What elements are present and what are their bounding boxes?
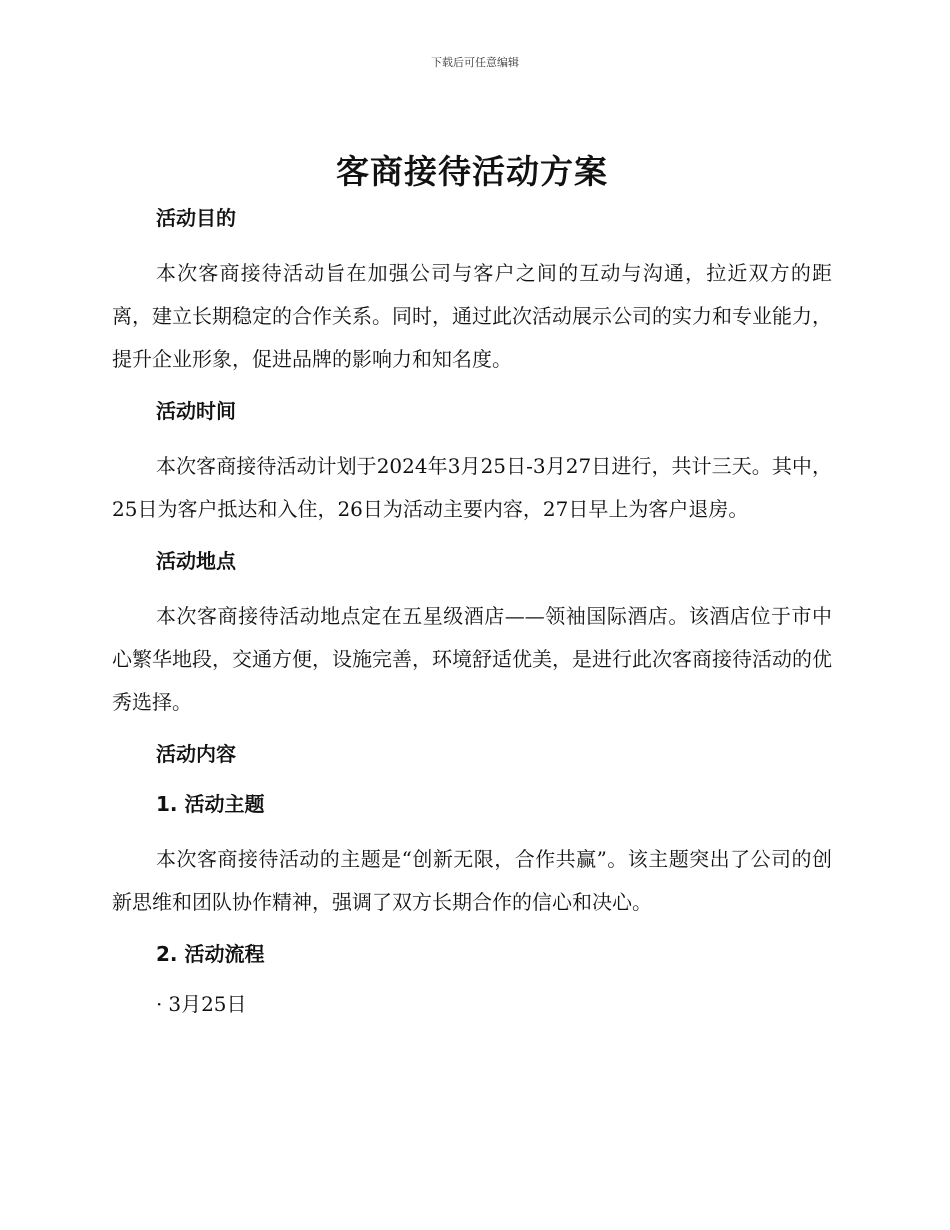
section-heading-purpose: 活动目的	[156, 206, 236, 230]
document-body	[112, 148, 832, 1020]
section-text-purpose: 本次客商接待活动旨在加强公司与客户之间的互动与沟通，拉近双方的距离，建立长期稳定的合作关系。同时，通过此次活动展示公司的实力和专业能力，提升企业形象，促进品牌的影响力和知名度。	[112, 261, 832, 371]
page-header-note: 下载后可任意编辑	[431, 56, 519, 69]
document-title: 客商接待活动方案	[336, 152, 608, 191]
section-heading-content: 活动内容	[156, 742, 236, 766]
bullet-icon: ·	[156, 992, 163, 1016]
section-heading-time: 活动时间	[156, 399, 236, 423]
process-list-item-text: 3月25日	[168, 992, 247, 1016]
subsection-text-theme: 本次客商接待活动的主题是“创新无限，合作共赢”。该主题突出了公司的创新思维和团队协作精神，强调了双方长期合作的信心和决心。	[112, 847, 832, 914]
section-text-location: 本次客商接待活动地点定在五星级酒店——领袖国际酒店。该酒店位于市中心繁华地段，交通方便，设施完善，环境舒适优美，是进行此次客商接待活动的优秀选择。	[112, 604, 832, 714]
process-list-item	[112, 988, 832, 1020]
subsection-heading-theme: 1. 活动主题	[156, 792, 265, 816]
subsection-heading-process: 2. 活动流程	[156, 942, 265, 966]
section-text-time: 本次客商接待活动计划于2024年3月25日-3月27日进行，共计三天。其中，25日为客户抵达和入住，26日为活动主要内容，27日早上为客户退房。	[112, 454, 832, 521]
section-heading-location: 活动地点	[156, 549, 236, 573]
